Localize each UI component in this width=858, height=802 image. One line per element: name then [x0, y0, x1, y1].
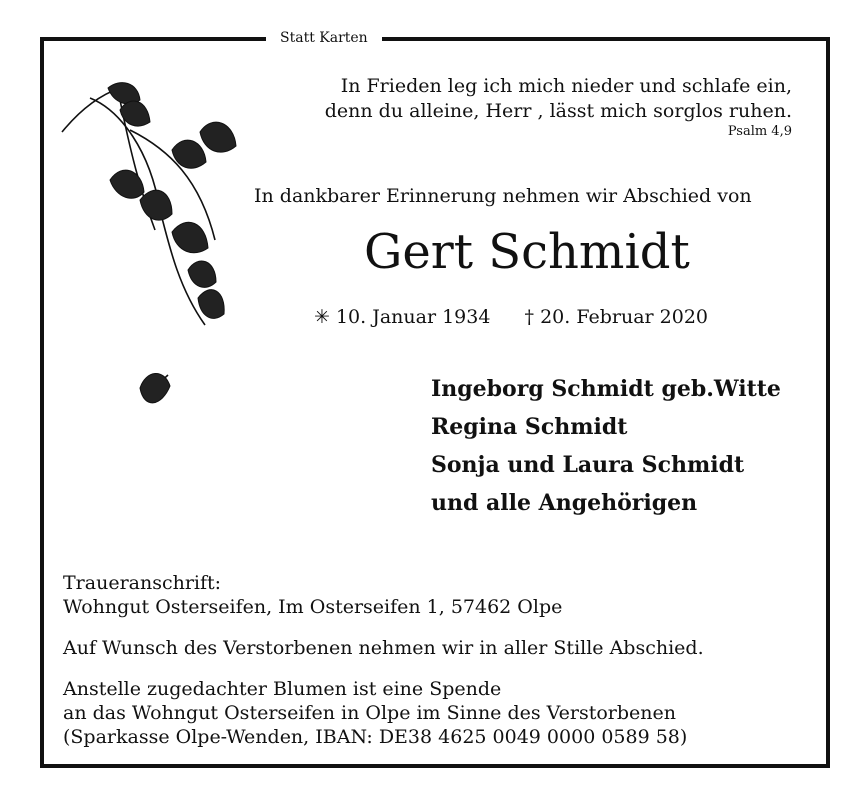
- donation-line: (Sparkasse Olpe-Wenden, IBAN: DE38 4625 0049 0000 0589 58): [63, 726, 688, 748]
- verse-line: denn du alleine, Herr , lässt mich sorglos ruhen.: [324, 100, 792, 122]
- life-dates: [314, 306, 708, 328]
- leaf: [110, 170, 144, 198]
- psalm-verse: [272, 74, 792, 124]
- deceased-name: Gert Schmidt: [364, 224, 690, 280]
- mourner-name: Sonja und Laura Schmidt: [431, 452, 745, 478]
- birth-star-icon: ✳: [314, 306, 330, 328]
- leaf: [188, 261, 216, 287]
- death-cross-icon: †: [524, 306, 535, 328]
- header-label: Statt Karten: [266, 28, 382, 48]
- donation-note: [63, 677, 687, 749]
- leaf: [172, 222, 208, 252]
- leaf: [140, 373, 170, 402]
- verse-line: In Frieden leg ich mich nieder und schlafe ein,: [340, 75, 792, 97]
- address-value: Wohngut Osterseifen, Im Osterseifen 1, 57462 Olpe: [63, 596, 563, 618]
- address-label: Traueranschrift:: [63, 572, 222, 594]
- leaf: [200, 122, 236, 152]
- donation-line: Anstelle zugedachter Blumen ist eine Spende: [63, 678, 502, 700]
- mourner-name: Regina Schmidt: [431, 414, 628, 440]
- mourner-name: und alle Angehörigen: [431, 490, 698, 516]
- mourner-name: Ingeborg Schmidt geb.Witte: [431, 376, 781, 402]
- mourners-list: [431, 370, 781, 522]
- leaf: [198, 290, 224, 319]
- donation-line: an das Wohngut Osterseifen in Olpe im Sinne des Verstorbenen: [63, 702, 676, 724]
- birth-date: 10. Januar 1934: [335, 306, 491, 328]
- silence-note: Auf Wunsch des Verstorbenen nehmen wir in aller Stille Abschied.: [63, 637, 704, 659]
- mourning-address: [63, 571, 562, 619]
- leaf: [140, 190, 172, 220]
- psalm-reference: Psalm 4,9: [727, 124, 792, 139]
- intro-text: In dankbarer Erinnerung nehmen wir Abschied von: [254, 185, 752, 207]
- birch-twig-illustration: [60, 70, 240, 460]
- death-date: 20. Februar 2020: [540, 306, 709, 328]
